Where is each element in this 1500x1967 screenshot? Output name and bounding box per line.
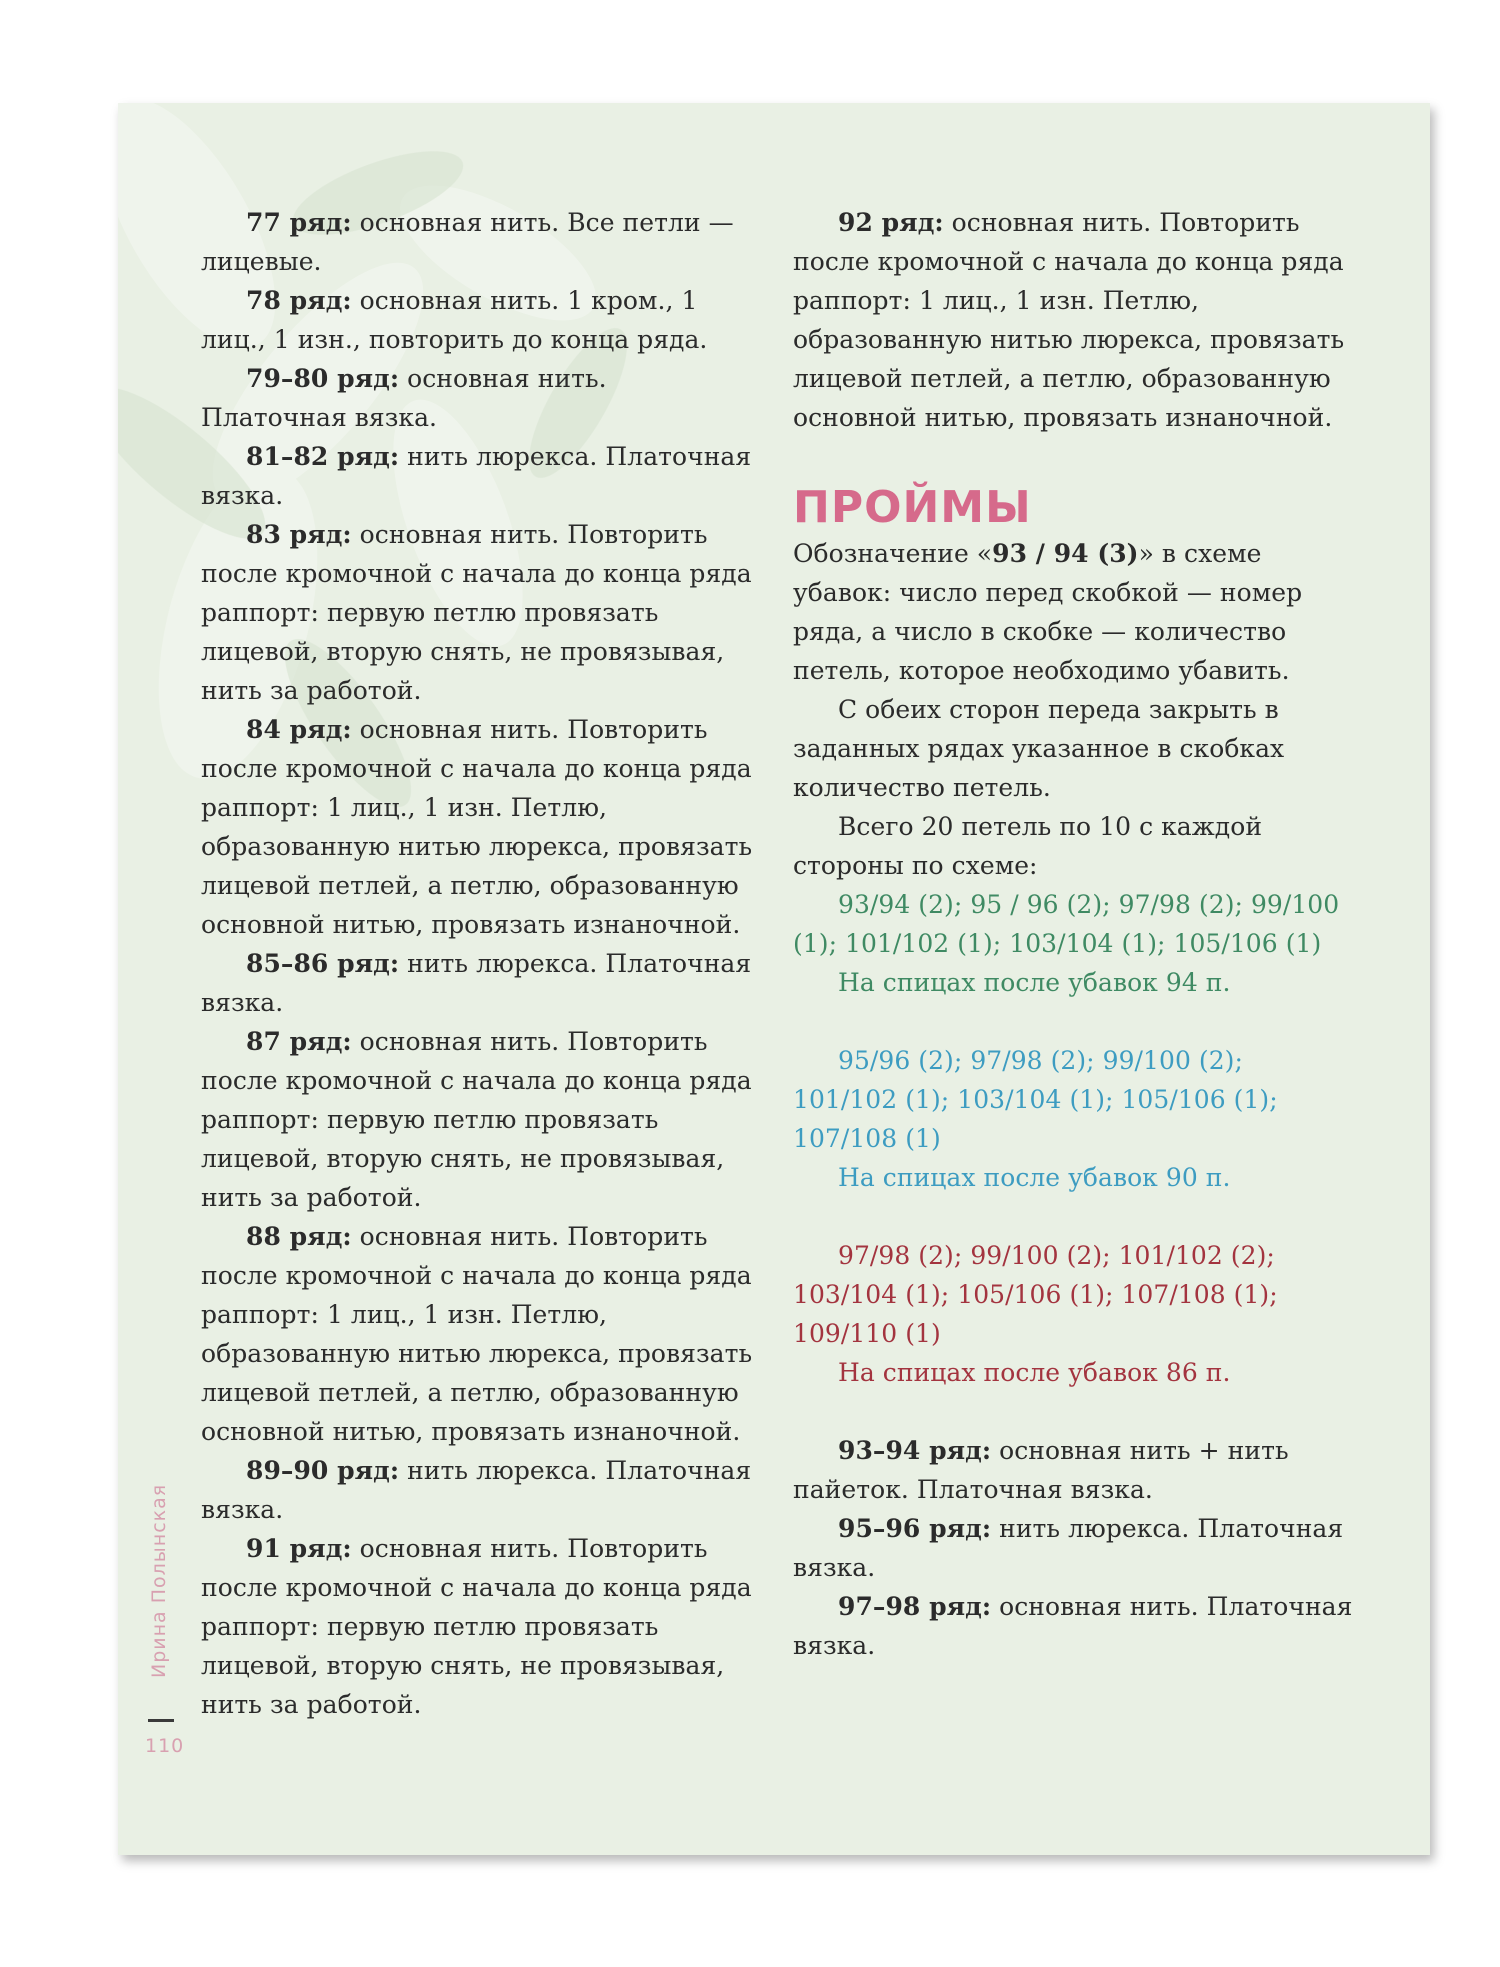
row-85-86-text: 85–86 ряд: нить люрекса. Платочная вязка. bbox=[201, 949, 752, 1017]
author-name: Ирина Полынская bbox=[148, 1483, 170, 1678]
row-93-94-text: 93–94 ряд: основная нить + нить пайеток. Платочная вязка. bbox=[793, 1436, 1289, 1504]
scheme-sequence: 95/96 (2); 97/98 (2); 99/100 (2); 101/102 (1); 103/104 (1); 105/106 (1); 107/108 (1) bbox=[793, 1046, 1278, 1153]
row-79-80-text: 79–80 ряд: основная нить. Платочная вязка. bbox=[201, 364, 607, 432]
row-89-90-text: 89–90 ряд: нить люрекса. Платочная вязка. bbox=[201, 1456, 752, 1524]
notation-intro: Обозначение «93 / 94 (3)» в схеме убавок: число перед скобкой — номер ряда, а число в скобке — количество петель, которое необходимо убавить. bbox=[793, 539, 1303, 685]
scheme-result: На спицах после убавок 90 п. bbox=[838, 1163, 1231, 1192]
scheme-result: На спицах после убавок 94 п. bbox=[838, 968, 1231, 997]
row-87-text: 87 ряд: основная нить. Повторить после кромочной с начала до конца ряда раппорт: первую петлю провязать лицевой, вторую снять, не провязывая, нить за работой. bbox=[201, 1027, 752, 1212]
scheme-result: На спицах после убавок 86 п. bbox=[838, 1358, 1231, 1387]
sides-paragraph: С обеих сторон переда закрыть в заданных рядах указанное в скобках количество петель. bbox=[793, 695, 1285, 802]
page bbox=[118, 103, 1430, 1855]
right-column bbox=[793, 203, 1353, 1665]
row-92-text: 92 ряд: основная нить. Повторить после кромочной с начала до конца ряда раппорт: 1 лиц., 1 изн. Петлю, образованную нитью люрекса, провязать лицевой петлей, а петлю, образованную основной нитью, провязать изнаночной. bbox=[793, 208, 1345, 432]
row-95-96-text: 95–96 ряд: нить люрекса. Платочная вязка. bbox=[793, 1514, 1344, 1582]
row-84-text: 84 ряд: основная нить. Повторить после кромочной с начала до конца ряда раппорт: 1 лиц., 1 изн. Петлю, образованную нитью люрекса, провязать лицевой петлей, а петлю, образованную основной нитью, провязать изнаночной. bbox=[201, 715, 753, 939]
row-88-text: 88 ряд: основная нить. Повторить после кромочной с начала до конца ряда раппорт: 1 лиц., 1 изн. Петлю, образованную нитью люрекса, провязать лицевой петлей, а петлю, образованную основной нитью, провязать изнаночной. bbox=[201, 1222, 753, 1446]
row-83-text: 83 ряд: основная нить. Повторить после кромочной с начала до конца ряда раппорт: первую петлю провязать лицевой, вторую снять, не провязывая, нить за работой. bbox=[201, 520, 752, 705]
row-77-text: 77 ряд: основная нить. Все петли — лицевые. bbox=[201, 208, 734, 276]
page-number: 110 bbox=[145, 1735, 185, 1757]
side-divider bbox=[148, 1719, 174, 1722]
row-91-text: 91 ряд: основная нить. Повторить после кромочной с начала до конца ряда раппорт: первую петлю провязать лицевой, вторую снять, не провязывая, нить за работой. bbox=[201, 1534, 752, 1719]
scheme-sequence: 93/94 (2); 95 / 96 (2); 97/98 (2); 99/100 (1); 101/102 (1); 103/104 (1); 105/106 (1) bbox=[793, 890, 1340, 958]
row-78-text: 78 ряд: основная нить. 1 кром., 1 лиц., 1 изн., повторить до конца ряда. bbox=[201, 286, 708, 354]
total-paragraph: Всего 20 петель по 10 с каждой стороны по схеме: bbox=[793, 812, 1263, 880]
section-heading: ПРОЙМЫ bbox=[793, 482, 1032, 533]
scheme-sequence: 97/98 (2); 99/100 (2); 101/102 (2); 103/104 (1); 105/106 (1); 107/108 (1); 109/110 (1) bbox=[793, 1241, 1278, 1348]
row-97-98-text: 97–98 ряд: основная нить. Платочная вязка. bbox=[793, 1592, 1353, 1660]
row-81-82-text: 81–82 ряд: нить люрекса. Платочная вязка. bbox=[201, 442, 752, 510]
left-column bbox=[201, 203, 756, 1724]
